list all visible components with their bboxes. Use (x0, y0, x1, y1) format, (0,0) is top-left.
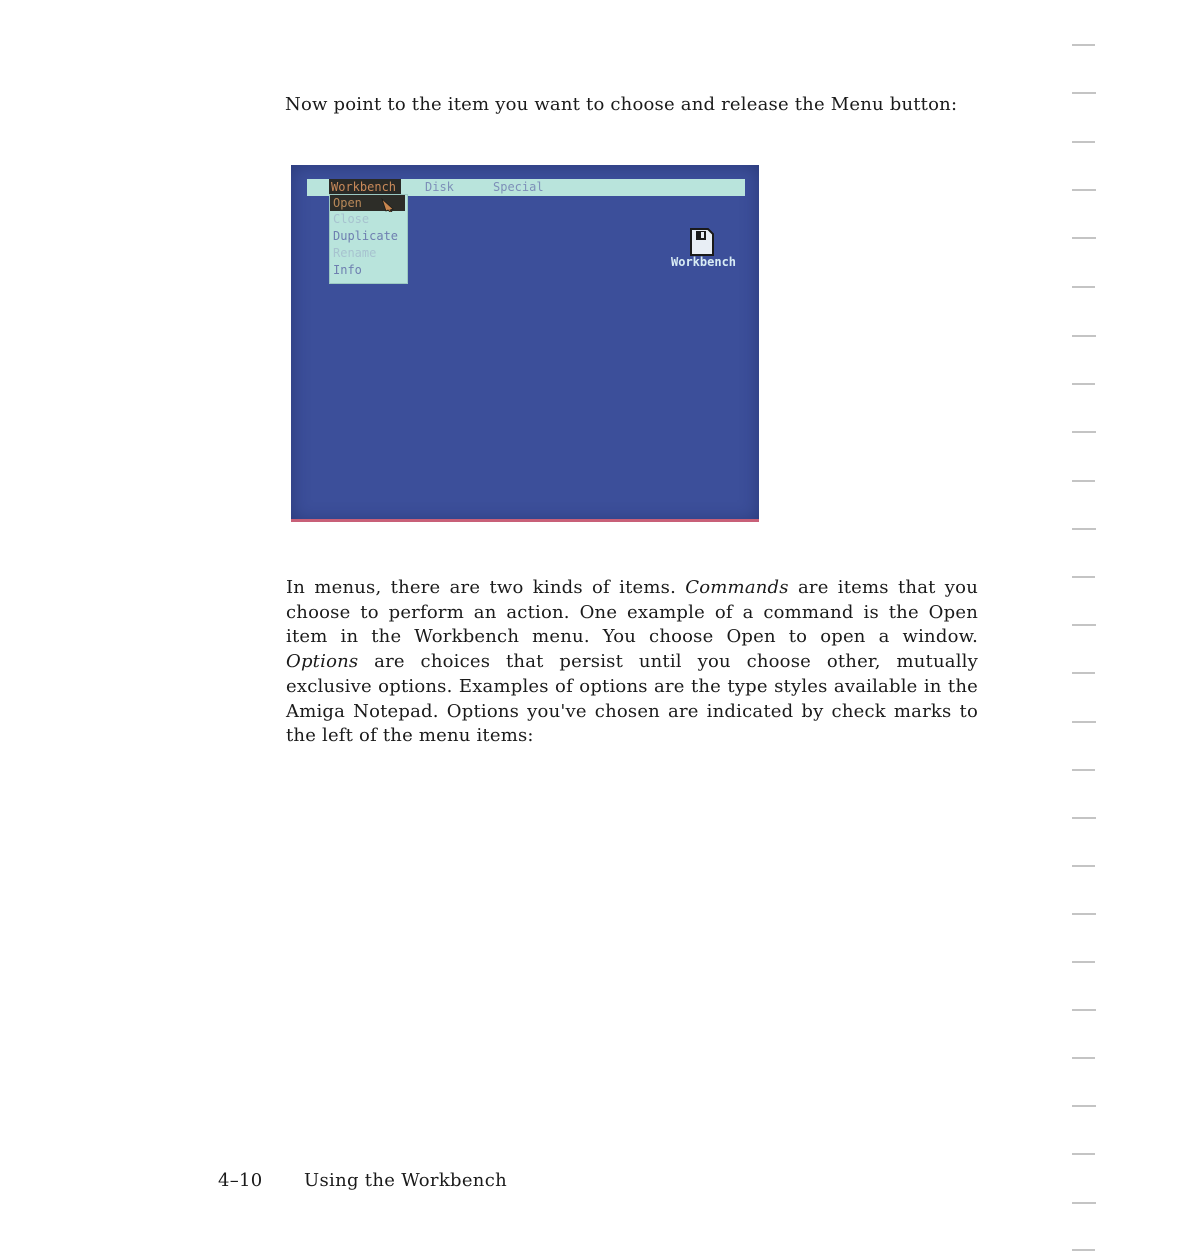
commands-term: Commands (685, 577, 789, 598)
menu-title-special: Special (493, 180, 544, 194)
menu-title-disk: Disk (425, 180, 454, 194)
intro-text: Now point to the item you want to choose and release the Menu button: (285, 94, 958, 115)
workbench-screenshot (291, 165, 759, 522)
paragraph-part-3: are choices that persist until you choose other, mutually exclusive options. Examples of options are the type styles available in the Amiga Notepad. Options you've chosen are indicated by check marks to the left of the menu items: (286, 651, 978, 747)
menu-item-info: Info (333, 263, 362, 277)
binder-edge-marks (1060, 0, 1110, 1258)
page-number: 4–10 (218, 1170, 263, 1191)
menu-title-workbench: Workbench (329, 179, 401, 196)
menu-item-open: Open (330, 195, 405, 211)
menu-item-rename: Rename (333, 246, 377, 260)
menu-item-close: Close (333, 212, 370, 226)
workbench-menu-dropdown (329, 194, 408, 284)
paragraph-part-1: In menus, there are two kinds of items. (286, 577, 686, 598)
disk-icon (689, 227, 715, 257)
body-paragraph (286, 576, 978, 749)
options-term: Options (286, 651, 359, 673)
menu-item-duplicate: Duplicate (333, 229, 399, 243)
paragraph-part-2: are items that you choose to perform an action. One example of a command is the Open item in the Workbench menu. You choose Open to open a window. (286, 577, 979, 648)
mouse-pointer-icon (380, 198, 396, 212)
footer-section-title: Using the Workbench (304, 1170, 507, 1191)
disk-icon-label: Workbench (671, 255, 737, 269)
